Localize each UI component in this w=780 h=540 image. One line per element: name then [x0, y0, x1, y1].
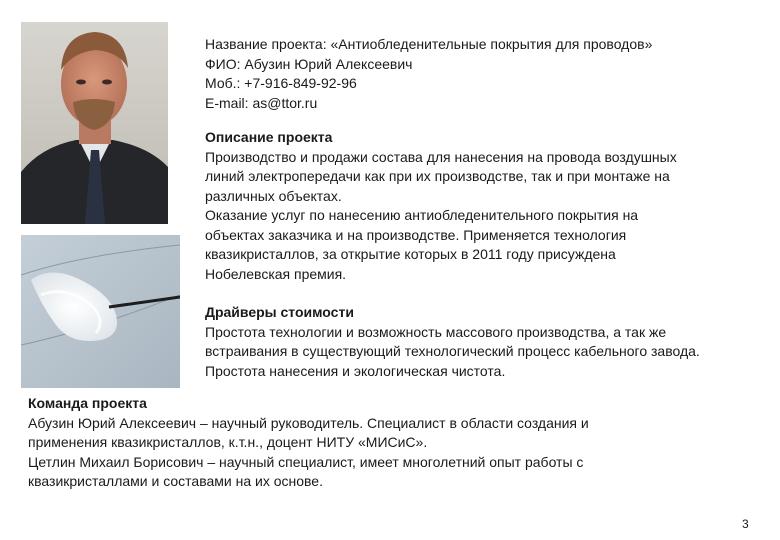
- team-line: применения квазикристаллов, к.т.н., доцент НИТУ «МИСиС».: [28, 434, 428, 450]
- team-section: [28, 394, 768, 492]
- description-line: Производство и продажи состава для нанесения на провода воздушных: [205, 148, 677, 165]
- description-line: объектах заказчика и на производстве. Применяется технология: [205, 226, 627, 243]
- page-number: 3: [742, 517, 749, 531]
- author-fio: ФИО: Абузин Юрий Алексеевич: [205, 55, 413, 72]
- portrait-photo: [21, 22, 168, 224]
- team-line: Цетлин Михаил Борисович – научный специалист, имеет многолетний опыт работы с: [28, 453, 584, 470]
- team-line: квазикристаллами и составами на их основе.: [28, 473, 323, 489]
- description-line: квазикристаллов, за открытие которых в 2011 году присуждена: [205, 246, 616, 262]
- drivers-line: встраивания в существующий технологический процесс кабельного завода.: [205, 343, 700, 359]
- phone: Моб.: +7-916-849-92-96: [205, 75, 357, 91]
- iced-wire-photo: [21, 235, 180, 388]
- description-line: различных объектах.: [205, 187, 342, 204]
- description-line: Нобелевская премия.: [205, 265, 347, 282]
- drivers-line: Простота нанесения и экологическая чистота.: [205, 362, 506, 379]
- description-line: Оказание услуг по нанесению антиобледенительного покрытия на: [205, 207, 639, 223]
- drivers-line: Простота технологии и возможность массового производства, а так же: [205, 323, 667, 340]
- team-heading: Команда проекта: [28, 395, 147, 411]
- drivers-heading: Драйверы стоимости: [205, 304, 354, 320]
- drivers-section: [205, 303, 777, 381]
- description-section: [205, 128, 765, 284]
- project-info: [205, 35, 765, 113]
- project-name: Название проекта: «Антиобледенительные покрытия для проводов»: [205, 36, 653, 52]
- email: E-mail: as@ttor.ru: [205, 94, 318, 111]
- description-line: линий электропередачи как при их производстве, так и при монтаже на: [205, 168, 670, 184]
- description-heading: Описание проекта: [205, 129, 333, 145]
- team-line: Абузин Юрий Алексеевич – научный руководитель. Специалист в области создания и: [28, 414, 589, 431]
